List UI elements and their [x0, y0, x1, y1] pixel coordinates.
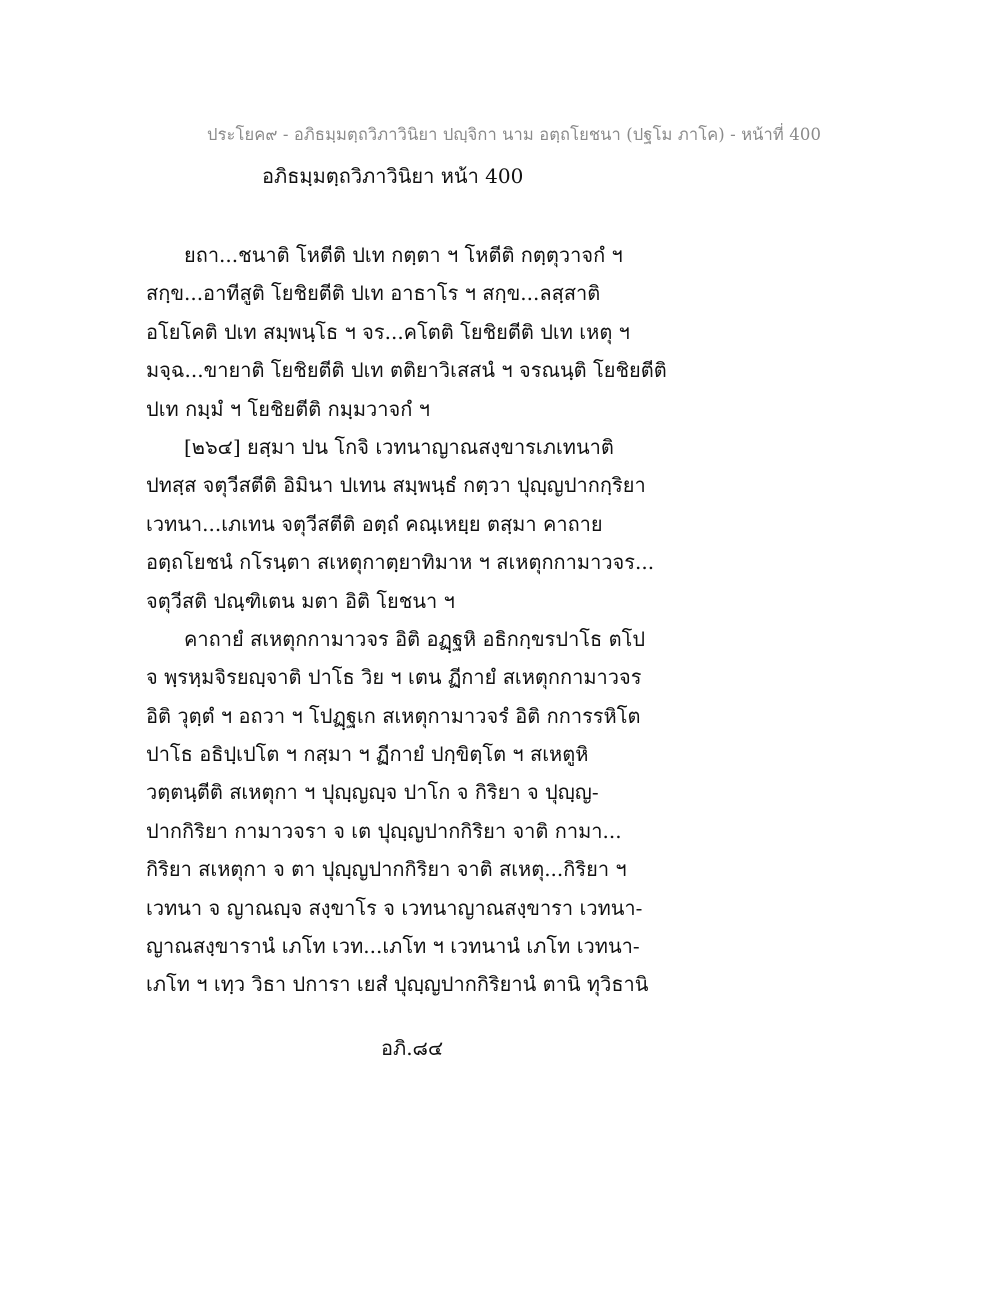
page-signature: อภิ.๘๔	[381, 1036, 444, 1060]
text-line: วตฺตนฺตีติ สเหตุกา ฯ ปุญฺญญฺจ ปาโก จ กิริยา จ ปุญฺญ-	[146, 780, 599, 805]
page-heading: อภิธมฺมตฺถวิภาวินิยา หน้า 400	[262, 164, 524, 188]
text-line: ญาณสงฺขารานํ เภโท เวท...เภโท ฯ เวทนานํ เภโท เวทนา-	[146, 934, 640, 959]
text-line: กิริยา สเหตุกา จ ตา ปุญฺญปากกิริยา จาติ สเหตุ...กิริยา ฯ	[146, 857, 627, 882]
text-line: เภโท ฯ เทฺว วิธา ปการา เยสํ ปุญฺญปากกิริยานํ ตานิ ทุวิธานิ	[146, 972, 649, 997]
running-header: ประโยค๙ - อภิธมฺมตฺถวิภาวินิยา ปญฺจิกา นาม อตฺถโยชนา (ปฐโม ภาโค) - หน้าที่ 400	[207, 125, 822, 144]
text-line: อตฺถโยชนํ กโรนฺตา สเหตุกาตฺยาทิมาห ฯ สเหตุกกามาวจร...	[146, 550, 655, 575]
text-line: จ พฺรหฺมจิรยญฺจาติ ปาโธ วิย ฯ เตน ฏีกายํ สเหตุกกามาวจร	[146, 665, 642, 690]
text-line: อิติ วุตฺตํ ฯ อถวา ฯ โปฏฺฐเก สเหตุกามาวจรํ อิติ กการรหิโต	[146, 703, 641, 728]
text-line: ปาโธ อธิปฺเปโต ฯ กสฺมา ฯ ฏีกายํ ปกฺขิตฺโต ฯ สเหตูหิ	[146, 742, 589, 767]
text-line: จตุวีสติ ปณฺฑิเตน มตา อิติ โยชนา ฯ	[146, 588, 455, 613]
text-line: ยถา...ชนาติ โหตีติ ปเท กตฺตา ฯ โหตีติ กตฺตุวาจกํ ฯ	[184, 243, 623, 267]
paragraph-start-264: [๒๖๔] ยสฺมา ปน โกจิ เวทนาญาณสงฺขารเภเทนาติ	[184, 434, 614, 459]
text-line: สกฺข...อาทีสูติ โยชิยตีติ ปเท อาธาโร ฯ สกฺข...ลสฺสาติ	[146, 281, 601, 306]
paragraph-start: คาถายํ สเหตุกกามาวจร อิติ อฏฺฐหิ อธิกกฺขรปาโธ ตโป	[184, 626, 646, 651]
text-line: อโยโคติ ปเท สมฺพนฺโธ ฯ จร...คโตติ โยชิยตีติ ปเท เหตุ ฯ	[146, 319, 630, 344]
text-line: เวทนา จ ญาณญฺจ สงฺขาโร จ เวทนาญาณสงฺขารา เวทนา-	[146, 895, 643, 920]
text-line: มจฺฉ...ขายาติ โยชิยตีติ ปเท ตติยาวิเสสนํ ฯ จรณนฺติ โยชิยตีติ	[146, 358, 667, 383]
text-line: ปากกิริยา กามาวจรา จ เต ปุญฺญปากกิริยา จาติ กามา...	[146, 818, 622, 843]
text-line: ปทสฺส จตุวีสตีติ อิมินา ปเทน สมฺพนฺธํ กตฺวา ปุญฺญปากกฺริยา	[146, 473, 646, 498]
text-line: ปเท กมฺมํ ฯ โยชิยตีติ กมฺมวาจกํ ฯ	[146, 396, 430, 421]
text-line: เวทนา...เภเทน จตุวีสตีติ อตฺถํ คณฺเหยฺย ตสฺมา คาถาย	[146, 511, 603, 536]
body-text	[146, 236, 666, 1004]
